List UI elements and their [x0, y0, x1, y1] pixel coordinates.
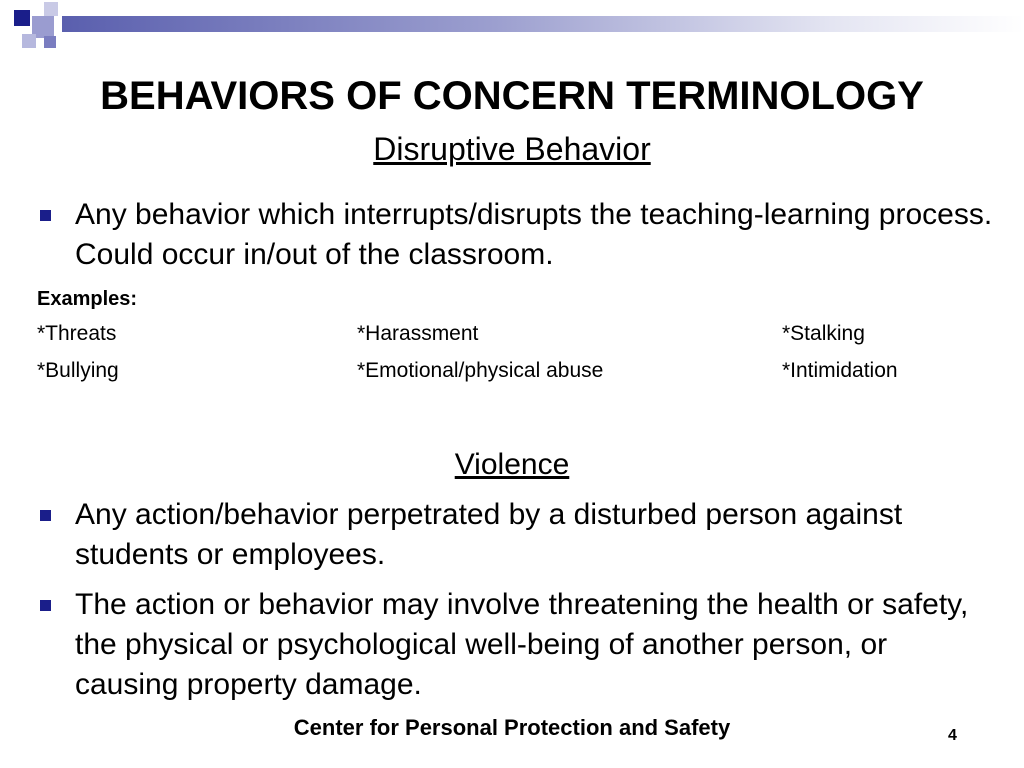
square-bullet-icon [40, 600, 51, 611]
section-heading-disruptive [0, 130, 1024, 168]
section-heading-violence-text: Violence [454, 448, 570, 481]
corner-square-decoration [22, 34, 36, 48]
square-bullet-icon [40, 510, 51, 521]
bullet-violence-detail [38, 585, 998, 705]
section-heading-disruptive-text: Disruptive Behavior [373, 131, 651, 167]
slide-footer: Center for Personal Protection and Safety [293, 715, 731, 740]
corner-square-decoration [44, 36, 56, 48]
bullet-text: Any action/behavior perpetrated by a disturbed person against students or employees. [75, 498, 903, 571]
example-item: *Harassment [357, 322, 479, 345]
page-number: 4 [948, 727, 957, 744]
slide-title: BEHAVIORS OF CONCERN TERMINOLOGY [100, 74, 924, 118]
bullet-violence-definition [38, 495, 998, 575]
example-item: *Stalking [782, 322, 865, 345]
example-item: *Threats [37, 322, 117, 345]
examples-label: Examples: [37, 288, 138, 310]
corner-square-decoration [44, 2, 58, 16]
square-bullet-icon [40, 210, 51, 221]
corner-square-decoration [14, 10, 30, 26]
example-item: *Bullying [37, 359, 119, 382]
header-gradient-bar [62, 16, 1024, 32]
example-item: *Emotional/physical abuse [357, 359, 604, 382]
bullet-text: Any behavior which interrupts/disrupts the teaching-learning process. Could occur in/out of the classroom. [75, 198, 993, 271]
example-item: *Intimidation [782, 359, 898, 382]
bullet-disruptive-definition [38, 195, 998, 275]
bullet-text: The action or behavior may involve threatening the health or safety, the physical or psychological well-being of another person, or causing property damage. [75, 588, 969, 701]
section-heading-violence [0, 447, 1024, 483]
